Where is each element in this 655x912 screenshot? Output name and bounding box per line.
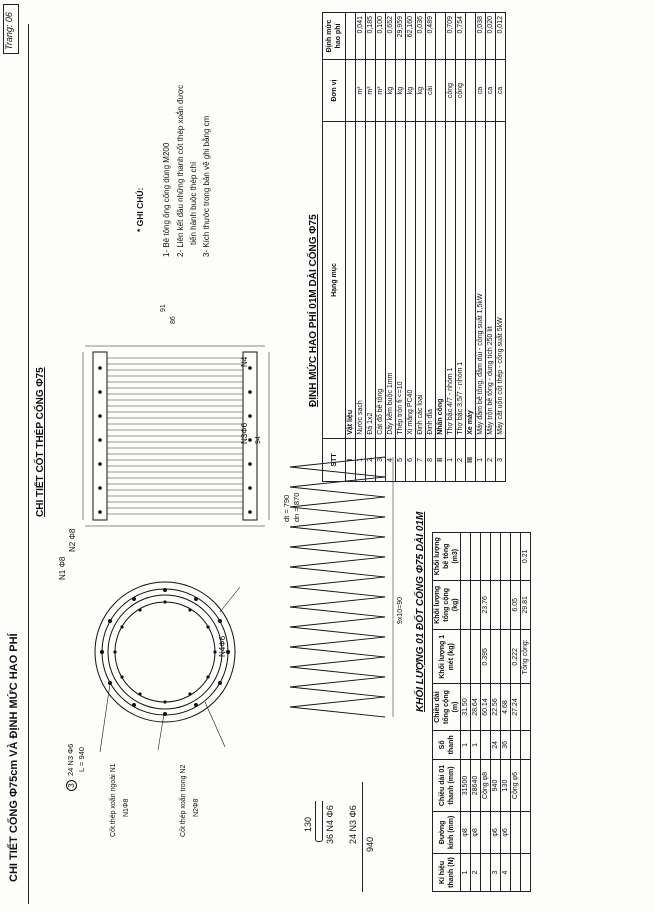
norm-cell: Dây kẽm buộc 1mm: [386, 122, 396, 439]
norm-cell: 6: [406, 438, 416, 481]
n3-bar-length: 940: [365, 836, 375, 852]
norm-cell: Máy cắt uốn cốt thép - công suất 5kW: [496, 122, 506, 439]
quantity-cell: 1: [461, 730, 471, 760]
quantity-title: KHỐI LƯỢNG 01 ĐỐT CỐNG Φ75 DÀI 01M: [415, 511, 426, 712]
quantity-cell: 6.05: [511, 580, 521, 630]
norm-cell: [346, 60, 356, 122]
norm-row: [456, 13, 466, 482]
norm-cell: 1: [476, 438, 486, 481]
norm-cell: Đá 1x2: [366, 122, 376, 439]
norm-cell: 0,754: [456, 13, 466, 60]
norm-row: [416, 13, 426, 482]
quantity-cell: 27.24: [511, 684, 521, 730]
norm-cell: cái: [426, 60, 436, 122]
norm-cell: 0,489: [426, 13, 436, 60]
quantity-cell: [471, 580, 481, 630]
norm-table: [322, 12, 506, 482]
norm-cell: ca: [486, 60, 496, 122]
dim-91: 91: [160, 304, 167, 312]
dn-label: dn = 870: [292, 492, 301, 522]
page-label: Trang: 06: [4, 12, 14, 50]
dt-label: dt = 790: [282, 494, 291, 522]
norm-cell: 2: [486, 438, 496, 481]
norm-h-unit: Đơn vị: [323, 60, 346, 122]
norm-row: [346, 13, 356, 482]
norm-cell: kg: [406, 60, 416, 122]
n4-label: N4Φ6: [218, 635, 227, 657]
n2-label: N2 Φ8: [68, 528, 77, 552]
norm-cell: 8: [426, 438, 436, 481]
n3-count: 24 N3 Φ6: [348, 805, 358, 844]
quantity-cell: [511, 853, 521, 891]
norm-cell: [466, 60, 476, 122]
quantity-cell: 28640: [471, 760, 481, 812]
quantity-cell: [481, 811, 491, 853]
quantity-row: [521, 533, 531, 892]
dim-86: 86: [170, 316, 177, 324]
norm-cell: kg: [416, 60, 426, 122]
norm-cell: m³: [376, 60, 386, 122]
quantity-cell: [461, 630, 471, 684]
norm-cell: Thợ bậc 3,5/7 - nhóm 1: [456, 122, 466, 439]
quantity-cell: 36: [501, 730, 511, 760]
quantity-cell: 4.68: [501, 684, 511, 730]
quantity-cell: [521, 730, 531, 760]
quantity-cell: [521, 853, 531, 891]
norm-row: [436, 13, 446, 482]
norm-row: [426, 13, 436, 482]
norm-cell: III: [466, 438, 476, 481]
norm-cell: m³: [356, 60, 366, 122]
quantity-row: [491, 533, 501, 892]
norm-cell: 0,652: [386, 13, 396, 60]
norm-cell: 2: [366, 438, 376, 481]
quantity-cell: [511, 811, 521, 853]
quantity-cell: [501, 533, 511, 581]
quantity-cell: 28.64: [471, 684, 481, 730]
quantity-cell: 0.222: [511, 630, 521, 684]
quantity-row: [471, 533, 481, 892]
norm-cell: Xe máy: [466, 122, 476, 439]
norm-row: [476, 13, 486, 482]
norm-cell: Thép tròn fi <=10: [396, 122, 406, 439]
quantity-cell: [481, 730, 491, 760]
norm-cell: II: [436, 438, 446, 481]
callout-n3: 24 N3 Φ6: [66, 743, 75, 776]
norm-cell: 29,959: [396, 13, 406, 60]
quantity-cell: 29.81: [521, 580, 531, 630]
note-line-4: 3- Kích thước trong bản vẽ ghi bằng cm: [202, 115, 211, 257]
norm-row: [486, 13, 496, 482]
norm-cell: m³: [366, 60, 376, 122]
norm-row: [396, 13, 406, 482]
quantity-cell: 4: [501, 853, 511, 891]
quantity-cell: 31.50: [461, 684, 471, 730]
n4-bar-shape: [315, 801, 323, 842]
note-line-3: tiến hành buộc thép chì: [189, 161, 198, 245]
norm-cell: 1: [446, 438, 456, 481]
norm-cell: 4: [386, 438, 396, 481]
quantity-cell: [481, 533, 491, 581]
quantity-cell: [511, 730, 521, 760]
quantity-row: [461, 533, 471, 892]
norm-cell: ca: [496, 60, 506, 122]
qty-h-concrete: Khối lượng bê tông (m3): [433, 533, 461, 581]
norm-cell: 5: [396, 438, 406, 481]
norm-h-stt: STT: [323, 438, 346, 481]
norm-row: [446, 13, 456, 482]
note-line-1: 1- Bê tông ống cống dùng M200: [162, 142, 171, 257]
quantity-cell: φ8: [461, 811, 471, 853]
quantity-cell: [461, 580, 471, 630]
n4-section-label: N4: [240, 356, 249, 367]
quantity-cell: Cộng φ6: [511, 760, 521, 812]
quantity-cell: [511, 533, 521, 581]
quantity-cell: 60.14: [481, 684, 491, 730]
quantity-cell: [521, 684, 531, 730]
quantity-cell: 24: [491, 730, 501, 760]
norm-cell: Máy trộn bê tông - dung tích 250 lít: [486, 122, 496, 439]
callout-length: L = 940: [77, 747, 86, 772]
quantity-cell: 1: [461, 853, 471, 891]
norm-cell: 0,709: [446, 13, 456, 60]
norm-cell: kg: [396, 60, 406, 122]
norm-cell: Thợ bậc 4/7 - nhóm 1: [446, 122, 456, 439]
qty-h-mark: Kí hiệu thanh (N): [433, 853, 461, 891]
norm-cell: Xi măng PC40: [406, 122, 416, 439]
norm-cell: công: [456, 60, 466, 122]
norm-cell: [346, 13, 356, 60]
quantity-cell: φ6: [491, 811, 501, 853]
norm-cell: Nước sạch: [356, 122, 366, 439]
quantity-cell: [481, 853, 491, 891]
qty-h-total: Chiều dài tổng cộng (m): [433, 684, 461, 730]
pipe-cross-section: [60, 552, 260, 762]
inner-spiral-label: Cốt thép xoắn trong N2: [180, 764, 187, 837]
norm-cell: 0,036: [416, 13, 426, 60]
norm-cell: kg: [386, 60, 396, 122]
norm-cell: [466, 13, 476, 60]
quantity-cell: 0.395: [481, 630, 491, 684]
quantity-row: [501, 533, 511, 892]
quantity-cell: [491, 580, 501, 630]
qty-h-kgm: Khối lượng 1 mét (kg): [433, 630, 461, 684]
outer-spiral-label: Cốt thép xoắn ngoài N1: [110, 763, 117, 837]
norm-cell: [436, 13, 446, 60]
norm-cell: Máy đầm bê tông, đầm dùi - công suất 1,5kW: [476, 122, 486, 439]
main-title: CHI TIẾT CỐNG Φ75cm VÀ ĐỊNH MỨC HAO PHÍ: [8, 633, 20, 882]
norm-h-value: Định mức hao phí: [323, 13, 346, 60]
quantity-cell: [461, 533, 471, 581]
inner-spiral-label-2: N2Φ8: [193, 798, 200, 817]
quantity-cell: 22.56: [491, 684, 501, 730]
norm-cell: 7: [416, 438, 426, 481]
n1-label: N1 Φ8: [58, 556, 67, 580]
quantity-cell: [501, 580, 511, 630]
quantity-header-row: [433, 533, 461, 892]
quantity-row: [511, 533, 521, 892]
norm-cell: [436, 60, 446, 122]
quantity-cell: 1: [471, 730, 481, 760]
quantity-cell: [471, 533, 481, 581]
norm-cell: 0,012: [496, 13, 506, 60]
norm-cell: 62,160: [406, 13, 416, 60]
quantity-cell: 0.21: [521, 533, 531, 581]
outer-spiral-label-2: N1Φ8: [123, 798, 130, 817]
norm-row: [466, 13, 476, 482]
norm-cell: 0,041: [356, 13, 366, 60]
notes-heading: * GHI CHÚ:: [135, 187, 145, 232]
title-frame-line: [28, 24, 29, 904]
norm-cell: 2: [456, 438, 466, 481]
quantity-cell: 940: [491, 760, 501, 812]
norm-cell: ca: [476, 60, 486, 122]
norm-cell: 3: [376, 438, 386, 481]
n3-section-label: N3Φ6: [240, 422, 249, 444]
quantity-cell: [521, 760, 531, 812]
norm-row: [386, 13, 396, 482]
circle-number: 3: [66, 780, 77, 791]
qty-h-diam: Đường kính (mm): [433, 811, 461, 853]
n4-count: 36 N4 Φ6: [325, 805, 335, 844]
quantity-cell: [521, 811, 531, 853]
norm-row: [406, 13, 416, 482]
quantity-cell: [491, 630, 501, 684]
norm-row: [356, 13, 366, 482]
norm-row: [376, 13, 386, 482]
quantity-cell: 3: [491, 853, 501, 891]
quantity-cell: φ8: [471, 811, 481, 853]
qty-h-kg: Khối lượng tổng cộng (kg): [433, 580, 461, 630]
norm-header-row: [323, 13, 346, 482]
norm-row: [366, 13, 376, 482]
n4-bar-length: 130: [303, 816, 313, 832]
norm-cell: Đinh đỉa: [426, 122, 436, 439]
dim-94: 94: [255, 436, 262, 444]
qty-h-count: Số thanh: [433, 730, 461, 760]
n3-bar-shape: [362, 782, 363, 892]
quantity-cell: 130: [501, 760, 511, 812]
norm-cell: 0,020: [486, 13, 496, 60]
quantity-cell: [501, 630, 511, 684]
quantity-cell: φ6: [501, 811, 511, 853]
quantity-cell: Tổng cộng:: [521, 630, 531, 684]
norm-cell: 0,100: [376, 13, 386, 60]
quantity-cell: Cộng φ8: [481, 760, 491, 812]
norm-cell: Vật liệu: [346, 122, 356, 439]
quantity-cell: [491, 533, 501, 581]
quantity-table: [432, 532, 531, 892]
quantity-cell: 23.76: [481, 580, 491, 630]
norm-cell: 1: [356, 438, 366, 481]
norm-cell: công: [446, 60, 456, 122]
qty-h-len: Chiều dài 01 thanh (mm): [433, 760, 461, 812]
quantity-cell: 31500: [461, 760, 471, 812]
note-line-2: 2- Liên kết đầu những thanh cốt thép xoắn được: [176, 84, 185, 257]
norm-cell: Nhân công: [436, 122, 446, 439]
norm-cell: 0,185: [366, 13, 376, 60]
detail-title: CHI TIẾT CỐT THÉP CỐNG Φ75: [35, 367, 46, 517]
norm-cell: 0,038: [476, 13, 486, 60]
norm-cell: Cát đổ bê tông: [376, 122, 386, 439]
norm-cell: Đinh các loại: [416, 122, 426, 439]
norm-row: [496, 13, 506, 482]
norm-cell: 3: [496, 438, 506, 481]
pitch-label: 9x10=90: [397, 596, 404, 624]
spiral-rebar-diagram: [285, 442, 395, 722]
quantity-row: [481, 533, 491, 892]
norm-cell: I: [346, 438, 356, 481]
quantity-cell: [471, 630, 481, 684]
norm-title: ĐỊNH MỨC HAO PHÍ 01M DÀI CỐNG Φ75: [308, 214, 319, 407]
norm-h-item: Hạng mục: [323, 122, 346, 439]
quantity-cell: 2: [471, 853, 481, 891]
